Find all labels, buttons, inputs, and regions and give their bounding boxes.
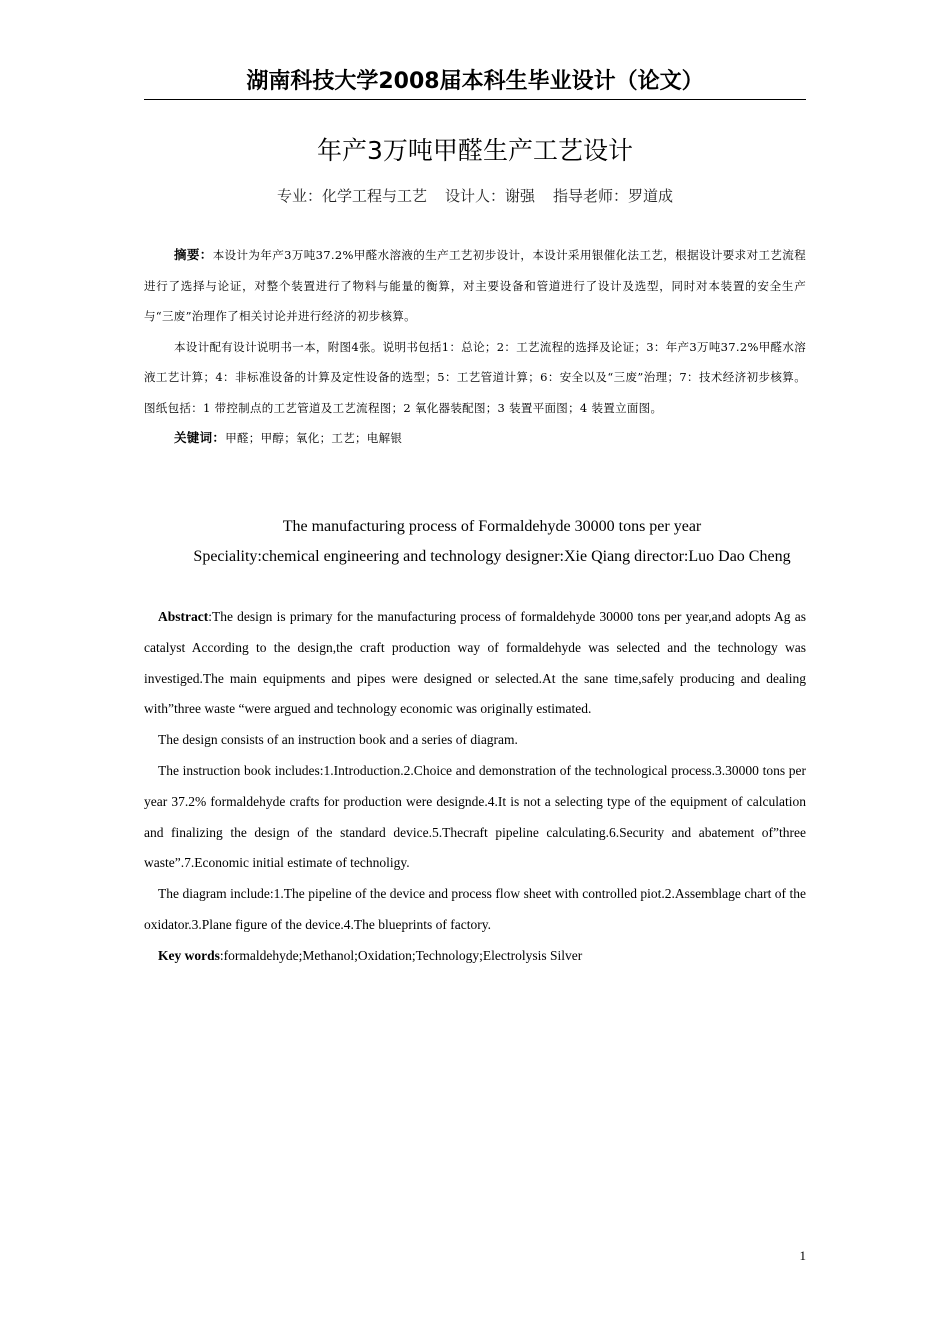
designer-text: 设计人：谢强 [444,187,535,205]
english-keywords-label: Key words [158,947,220,963]
chinese-keywords-label: 关键词： [174,430,226,445]
english-abstract-paragraph-3: The instruction book includes:1.Introduction.2.Choice and demonstration of the technological process.3.30000 tons per year 37.2% formaldehyde crafts for production were designde.4.It is not a selecting type of the equipment of calculation and finalizing the design of the standard device.5.Thecraft pipeline calculating.6.Security and abatement of”three waste”.7.Economic initial estimate of technoligy. [144,762,806,871]
chinese-title: 年产3万吨甲醛生产工艺设计 [317,136,633,165]
english-keywords [144,941,806,972]
chinese-abstract [144,240,806,454]
english-abstract [144,602,806,972]
english-byline: Speciality:chemical engineering and technology designer:Xie Qiang director:Luo Dao Cheng [193,548,791,565]
chinese-abstract-paragraph-2: 本设计配有设计说明书一本，附图4张。说明书包括1：总论；2：工艺流程的选择及论证；3：年产3万吨37.2%甲醛水溶液工艺计算；4：非标准设备的计算及定性设备的选型；5：工艺管道计算；6：安全以及“三废”治理；7：技术经济初步核算。图纸包括：1 带控制点的工艺管道及工艺流程图；2 氧化器装配图；3 装置平面图；4 装置立面图。 [144,339,806,415]
chinese-abstract-paragraph-1 [144,240,806,332]
advisor-text: 指导老师：罗道成 [553,187,674,205]
english-abstract-label: Abstract [158,609,209,624]
running-header: 湖南科技大学2008届本科生毕业设计（论文） [144,66,806,100]
english-abstract-text: :The design is primary for the manufacturing process of formaldehyde 30000 tons per year,and adopts Ag as catalyst According to the design,the craft production way of formaldehyde was selected and the technology was investiged.The main equipments and pipes were designed or selected.At the sane time,safely producing and dealing with”three waste “were argued and technology economic was originally estimated. [144,609,806,717]
chinese-keywords-text: 甲醛；甲醇；氧化；工艺；电解银 [225,431,403,445]
chinese-abstract-label: 摘要： [174,247,213,262]
chinese-byline [144,183,806,209]
english-title: The manufacturing process of Formaldehyde 30000 tons per year [282,518,702,535]
chinese-abstract-text: 本设计为年产3万吨37.2%甲醛水溶液的生产工艺初步设计，本设计采用银催化法工艺，根据设计要求对工艺流程进行了选择与论证，对整个装置进行了物料与能量的衡算，对主要设备和管道进行了设计及选型，同时对本装置的安全生产与“三废”治理作了相关讨论并进行经济的初步核算。 [144,248,806,323]
english-keywords-text: :formaldehyde;Methanol;Oxidation;Technology;Electrolysis Silver [219,947,583,963]
english-abstract-paragraph-1 [144,602,806,725]
english-abstract-paragraph-2: The design consists of an instruction book and a series of diagram. [158,732,518,748]
english-abstract-paragraph-4: The diagram include:1.The pipeline of the device and process flow sheet with controlled piot.2.Assemblage chart of the oxidator.3.Plane figure of the device.4.The blueprints of factory. [144,886,806,932]
major-text: 专业：化学工程与工艺 [276,187,427,205]
page-number: 1 [799,1248,806,1263]
chinese-keywords [144,423,806,454]
